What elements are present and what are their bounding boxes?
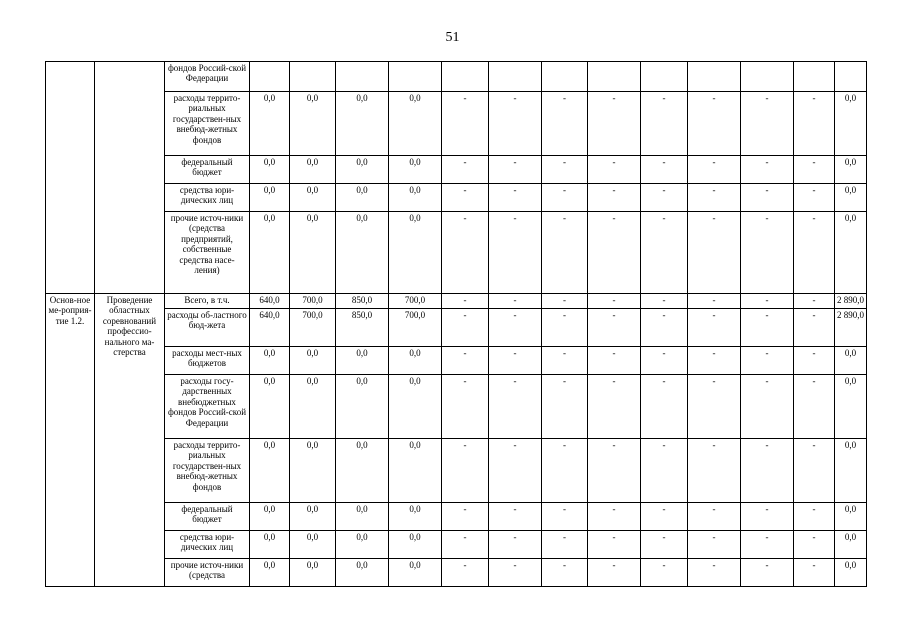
value-cell: - — [741, 531, 794, 559]
value-cell: - — [442, 184, 489, 212]
value-cell: - — [442, 309, 489, 347]
value-cell: - — [489, 212, 542, 294]
value-cell: - — [794, 309, 835, 347]
value-cell: - — [588, 294, 641, 309]
value-cell: - — [442, 212, 489, 294]
value-cell: 0,0 — [250, 212, 290, 294]
value-cell: - — [794, 503, 835, 531]
value-cell: - — [741, 184, 794, 212]
table-row — [46, 531, 867, 559]
value-cell: 0,0 — [835, 375, 867, 439]
funding-source-cell: расходы мест-ных бюджетов — [165, 347, 250, 375]
funding-source-cell: расходы об-ластного бюд-жета — [165, 309, 250, 347]
value-cell: 0,0 — [835, 92, 867, 156]
funding-source-cell: фондов Россий-ской Федерации — [165, 62, 250, 92]
value-cell: 0,0 — [389, 531, 442, 559]
value-cell: - — [641, 294, 688, 309]
activity-name-cell — [95, 62, 165, 294]
value-cell — [835, 62, 867, 92]
value-cell: - — [641, 439, 688, 503]
value-cell: - — [688, 212, 741, 294]
value-cell: 0,0 — [336, 347, 389, 375]
value-cell: 0,0 — [389, 92, 442, 156]
funding-source-cell: расходы госу-дарственных внебюджетных фондов Россий-ской Федерации — [165, 375, 250, 439]
value-cell: - — [542, 559, 588, 587]
value-cell: 0,0 — [835, 559, 867, 587]
value-cell: 0,0 — [250, 375, 290, 439]
value-cell: 0,0 — [250, 559, 290, 587]
budget-table-body — [46, 62, 867, 587]
value-cell: - — [542, 309, 588, 347]
value-cell — [290, 62, 336, 92]
funding-source-cell: расходы террито-риальных государствен-ных внебюд-жетных фондов — [165, 439, 250, 503]
funding-source-cell: расходы террито-риальных государствен-ных внебюд-жетных фондов — [165, 92, 250, 156]
value-cell: - — [489, 184, 542, 212]
value-cell: - — [489, 559, 542, 587]
value-cell: - — [794, 184, 835, 212]
value-cell — [489, 62, 542, 92]
table-row — [46, 347, 867, 375]
value-cell: 0,0 — [290, 156, 336, 184]
value-cell: - — [688, 503, 741, 531]
value-cell: - — [442, 531, 489, 559]
table-row — [46, 439, 867, 503]
table-row — [46, 212, 867, 294]
value-cell: 0,0 — [336, 92, 389, 156]
value-cell: - — [588, 156, 641, 184]
value-cell: - — [794, 212, 835, 294]
value-cell: - — [741, 347, 794, 375]
table-row — [46, 62, 867, 92]
value-cell: - — [489, 347, 542, 375]
value-cell: - — [688, 559, 741, 587]
table-row — [46, 375, 867, 439]
value-cell: - — [442, 503, 489, 531]
value-cell: - — [794, 156, 835, 184]
value-cell: - — [489, 375, 542, 439]
value-cell: - — [588, 503, 641, 531]
value-cell: - — [542, 375, 588, 439]
value-cell: - — [741, 503, 794, 531]
value-cell: 0,0 — [835, 531, 867, 559]
value-cell: - — [741, 156, 794, 184]
value-cell: - — [588, 559, 641, 587]
value-cell: - — [588, 92, 641, 156]
value-cell: 0,0 — [389, 439, 442, 503]
value-cell: 0,0 — [389, 559, 442, 587]
value-cell: - — [641, 212, 688, 294]
value-cell: - — [542, 294, 588, 309]
value-cell: - — [588, 309, 641, 347]
value-cell: 850,0 — [336, 309, 389, 347]
value-cell: 0,0 — [250, 347, 290, 375]
value-cell: - — [641, 156, 688, 184]
value-cell: 0,0 — [389, 375, 442, 439]
funding-source-cell: прочие источ-ники (средства — [165, 559, 250, 587]
value-cell: - — [688, 531, 741, 559]
table-row — [46, 156, 867, 184]
table-row — [46, 294, 867, 309]
value-cell: 0,0 — [336, 439, 389, 503]
value-cell: - — [442, 375, 489, 439]
value-cell: 0,0 — [389, 184, 442, 212]
funding-source-cell: средства юри-дических лиц — [165, 184, 250, 212]
value-cell: 0,0 — [290, 375, 336, 439]
value-cell: 0,0 — [389, 156, 442, 184]
value-cell: 0,0 — [336, 212, 389, 294]
value-cell: - — [489, 531, 542, 559]
value-cell: - — [688, 184, 741, 212]
value-cell: 0,0 — [250, 503, 290, 531]
value-cell: 0,0 — [290, 212, 336, 294]
value-cell: - — [442, 92, 489, 156]
value-cell: - — [542, 92, 588, 156]
value-cell: - — [794, 92, 835, 156]
value-cell: 0,0 — [835, 503, 867, 531]
value-cell — [250, 62, 290, 92]
value-cell: 0,0 — [290, 92, 336, 156]
value-cell: - — [641, 184, 688, 212]
value-cell: 0,0 — [336, 184, 389, 212]
value-cell: - — [794, 294, 835, 309]
value-cell: 700,0 — [290, 294, 336, 309]
table-row — [46, 92, 867, 156]
value-cell: 0,0 — [290, 347, 336, 375]
funding-source-cell: прочие источ-ники (средства предприятий, собственные средства насе-ления) — [165, 212, 250, 294]
value-cell: - — [641, 92, 688, 156]
activity-code-cell: Основ-ное ме-роприя-тие 1.2. — [46, 294, 95, 587]
value-cell — [389, 62, 442, 92]
value-cell: - — [741, 559, 794, 587]
value-cell: - — [641, 559, 688, 587]
funding-source-cell: средства юри-дических лиц — [165, 531, 250, 559]
value-cell: - — [741, 439, 794, 503]
value-cell: - — [489, 439, 542, 503]
value-cell: 0,0 — [250, 92, 290, 156]
value-cell: - — [688, 439, 741, 503]
value-cell: - — [542, 531, 588, 559]
value-cell — [641, 62, 688, 92]
value-cell: 700,0 — [290, 309, 336, 347]
value-cell: 0,0 — [336, 531, 389, 559]
value-cell: - — [688, 309, 741, 347]
funding-source-cell: федеральный бюджет — [165, 503, 250, 531]
value-cell: - — [588, 184, 641, 212]
activity-name-cell: Проведение областных соревнований профессио-нального ма-стерства — [95, 294, 165, 587]
value-cell: 0,0 — [250, 156, 290, 184]
value-cell: 0,0 — [336, 375, 389, 439]
value-cell: 700,0 — [389, 294, 442, 309]
funding-source-cell: Всего, в т.ч. — [165, 294, 250, 309]
value-cell: - — [588, 347, 641, 375]
value-cell: - — [442, 559, 489, 587]
value-cell: - — [542, 212, 588, 294]
value-cell: - — [688, 92, 741, 156]
value-cell: 0,0 — [290, 503, 336, 531]
value-cell: - — [641, 531, 688, 559]
value-cell: - — [741, 294, 794, 309]
value-cell: - — [442, 347, 489, 375]
value-cell: - — [641, 375, 688, 439]
value-cell: - — [542, 156, 588, 184]
value-cell: 0,0 — [389, 503, 442, 531]
value-cell: 0,0 — [290, 559, 336, 587]
value-cell: 0,0 — [835, 347, 867, 375]
value-cell: 0,0 — [835, 156, 867, 184]
value-cell — [794, 62, 835, 92]
value-cell: 0,0 — [835, 439, 867, 503]
value-cell: - — [588, 439, 641, 503]
value-cell: 0,0 — [336, 156, 389, 184]
value-cell: - — [641, 309, 688, 347]
value-cell: - — [588, 531, 641, 559]
value-cell: 700,0 — [389, 309, 442, 347]
value-cell — [741, 62, 794, 92]
value-cell: 0,0 — [250, 184, 290, 212]
value-cell: - — [588, 212, 641, 294]
value-cell: 2 890,0 — [835, 294, 867, 309]
page-number: 51 — [445, 30, 460, 45]
value-cell — [688, 62, 741, 92]
value-cell: 2 890,0 — [835, 309, 867, 347]
value-cell: - — [442, 156, 489, 184]
value-cell: 0,0 — [290, 531, 336, 559]
value-cell: - — [489, 294, 542, 309]
value-cell: - — [542, 184, 588, 212]
budget-table — [45, 61, 867, 587]
table-row — [46, 503, 867, 531]
value-cell: 0,0 — [290, 439, 336, 503]
value-cell: - — [794, 559, 835, 587]
value-cell: - — [794, 375, 835, 439]
activity-code-cell — [46, 62, 95, 294]
value-cell: - — [794, 531, 835, 559]
value-cell: 0,0 — [250, 531, 290, 559]
value-cell: - — [688, 347, 741, 375]
value-cell: - — [794, 439, 835, 503]
table-row — [46, 559, 867, 587]
value-cell: 0,0 — [290, 184, 336, 212]
value-cell — [336, 62, 389, 92]
value-cell: - — [542, 439, 588, 503]
value-cell: - — [588, 375, 641, 439]
value-cell: - — [741, 212, 794, 294]
funding-source-cell: федеральный бюджет — [165, 156, 250, 184]
value-cell: 640,0 — [250, 294, 290, 309]
value-cell: - — [489, 503, 542, 531]
value-cell — [542, 62, 588, 92]
value-cell: - — [741, 309, 794, 347]
value-cell: - — [489, 309, 542, 347]
value-cell: - — [442, 439, 489, 503]
value-cell: 0,0 — [336, 503, 389, 531]
value-cell: - — [688, 156, 741, 184]
value-cell — [442, 62, 489, 92]
value-cell: - — [688, 294, 741, 309]
value-cell: - — [741, 375, 794, 439]
value-cell: - — [442, 294, 489, 309]
value-cell: - — [688, 375, 741, 439]
value-cell: - — [794, 347, 835, 375]
value-cell: - — [542, 347, 588, 375]
table-row — [46, 309, 867, 347]
value-cell: - — [489, 156, 542, 184]
table-row — [46, 184, 867, 212]
value-cell: - — [641, 347, 688, 375]
value-cell: 850,0 — [336, 294, 389, 309]
value-cell: - — [641, 503, 688, 531]
value-cell — [588, 62, 641, 92]
value-cell: - — [741, 92, 794, 156]
value-cell: 0,0 — [336, 559, 389, 587]
value-cell: 0,0 — [389, 212, 442, 294]
value-cell: 0,0 — [835, 184, 867, 212]
value-cell: - — [542, 503, 588, 531]
value-cell: 0,0 — [389, 347, 442, 375]
value-cell: - — [489, 92, 542, 156]
value-cell: 0,0 — [250, 439, 290, 503]
value-cell: 0,0 — [835, 212, 867, 294]
value-cell: 640,0 — [250, 309, 290, 347]
